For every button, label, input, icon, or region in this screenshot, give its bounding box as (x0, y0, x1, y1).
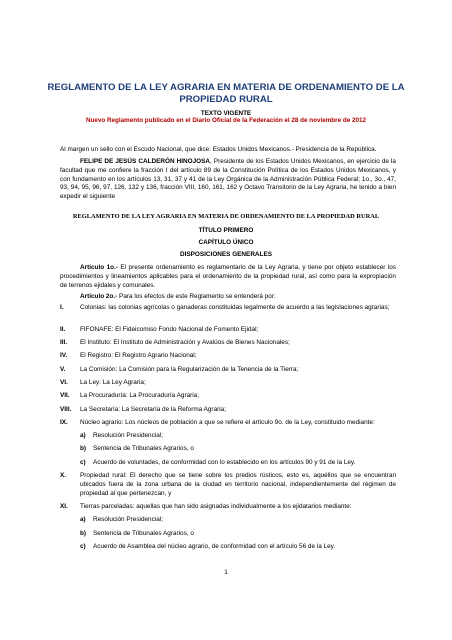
preamble-paragraph (60, 158, 396, 202)
article-2-label: Artículo 2o.- (80, 293, 118, 300)
titulo-heading: TÍTULO PRIMERO (198, 227, 254, 234)
capitulo-heading: CAPÍTULO ÚNICO (198, 239, 254, 246)
article-1-text: El presente ordenamiento es reglamentario de la Ley Agraria, y tiene por objeto establecer los procedimientos y lineamientos aplicables para el ordenamiento de la propiedad rural, así como para la expropiación de terrenos ejidales y comunales. (60, 264, 397, 289)
publication-note: Nuevo Reglamento publicado en el Diario Oficial de la Federación el 28 de noviembre de 2012 (86, 117, 366, 124)
article-2 (60, 293, 396, 302)
president-name: FELIPE DE JESÚS CALDERÓN HINOJOSA (80, 158, 210, 165)
document-page: REGLAMENTO DE LA LEY AGRARIA EN MATERIA DE ORDENAMIENTO DE LA PROPIEDAD RURAL TEXTO VIGENTE Nuevo Reglamento publicado en el Diario Oficial de la Federación el 28 de noviembre de 2012 Al margen un sello con el Escudo Nacional, que dice: Estados Unidos Mexicanos.- Presidencia de la República. FELIPE DE JESÚS CALDERÓN HINOJOSA, Presidente de los Estados Unidos Mexicanos, en ejercicio de la facultad que me confiere la fracción I del artículo 89 de la Constitución Política de los Estados Unidos Mexicanos, y con fundamento en los artículos 13, 31, 37 y 41 de la Ley Orgánica de la Administración Pública Federal; 1o., 3o., 47, 93, 94, 95, 96, 97, 126, 132 y 136, fracción VIII, 160, 161, 162 y Octavo Transitorio de la Ley Agraria, he tenido a bien expedir el siguiente REGLAMENTO DE LA LEY AGRARIA EN MATERIA DE ORDENAMIENTO DE LA PROPIEDAD RURAL TÍTULO PRIMERO CAPÍTULO ÚNICO DISPOSICIONES GENERALES Artículo 1o.- El presente ordenamiento es reglamentario de la Ley Agraria, y tiene por objeto establecer los procedimientos y lineamientos aplicables para el ordenamiento de la propiedad rural, así como para la expropiación de terrenos ejidales y comunales. Artículo 2o.- Para los efectos de este Reglamento se entenderá por: I. Colonias: las colonias agrícolas o ganaderas constituidas legalmente de acuerdo a las legislaciones agrarias; II. FIFONAFE: El Fideicomiso Fondo Nacional de Fomento Ejidal; III. El Instituto: El Instituto de Administración y Avalúos de Bienes Nacionales; IV. El Registro: El Registro Agrario Nacional; V. La Comisión: La Comisión para la Regularización de la Tenencia de la Tierra; VI. La Ley: La Ley Agraria; VII. La Procuraduría: La Procuraduría Agraria; VIII. La Secretaría: La Secretaría de la Reforma Agraria; IX. Núcleo agrario: Los núcleos de población a que se refiere el artículo 9o. de la Ley, constituido mediante: a) Resolución Presidencial; b) Sentencia de Tribunales Agrarios, o c) Acuerdo de voluntades, de conformidad con lo establecido en los artículos 90 y 91 de la Ley. X. Propiedad rural: El derecho que se tiene sobre los predios rústicos, esto es, aquéllos que se encuentran ubicados fuera de la zona urbana de la ciudad en territorio nacional, independientemente del régimen de propiedad al que pertenezcan, y XI. Tierras parceladas: aquellas que han sido asignadas individualmente a los ejidatarios mediante: a) Resolución Presidencial; b) Sentencia de Tribunales Agrarios, o c) Acuerdo de Asamblea del núcleo agrario, de conformidad con el artículo 56 de la Ley. 1 (0, 0, 452, 640)
page-number: 1 (224, 569, 228, 576)
regulation-heading: REGLAMENTO DE LA LEY AGRARIA EN MATERIA DE ORDENAMIENTO DE LA PROPIEDAD RURAL (72, 213, 380, 220)
preamble-text: , Presidente de los Estados Unidos Mexicanos, en ejercicio de la facultad que me confiere la fracción I del artículo 89 de la Constitución Política de los Estados Unidos Mexicanos, y con fundamento en los artículos 13, 31, 37 y 41 de la Ley Orgánica de la Administración Pública Federal; 1o., 3o., 47, 93, 94, 95, 96, 97, 126, 132 y 136, fracción VIII, 160, 161, 162 y Octavo Transitorio de la Ley Agraria, he tenido a bien expedir el siguiente (60, 158, 396, 201)
article-2-text: Para los efectos de este Reglamento se entenderá por: (117, 293, 276, 300)
texto-vigente-label: TEXTO VIGENTE (200, 110, 252, 117)
document-title: REGLAMENTO DE LA LEY AGRARIA EN MATERIA DE ORDENAMIENTO DE LA PROPIEDAD RURAL (47, 82, 405, 105)
article-1 (60, 264, 396, 290)
disposiciones-heading: DISPOSICIONES GENERALES (180, 251, 272, 258)
article-1-label: Artículo 1o.- (80, 264, 118, 271)
sello-paragraph: Al margen un sello con el Escudo Nacional, que dice: Estados Unidos Mexicanos.- Presidencia de la República. (60, 146, 377, 153)
